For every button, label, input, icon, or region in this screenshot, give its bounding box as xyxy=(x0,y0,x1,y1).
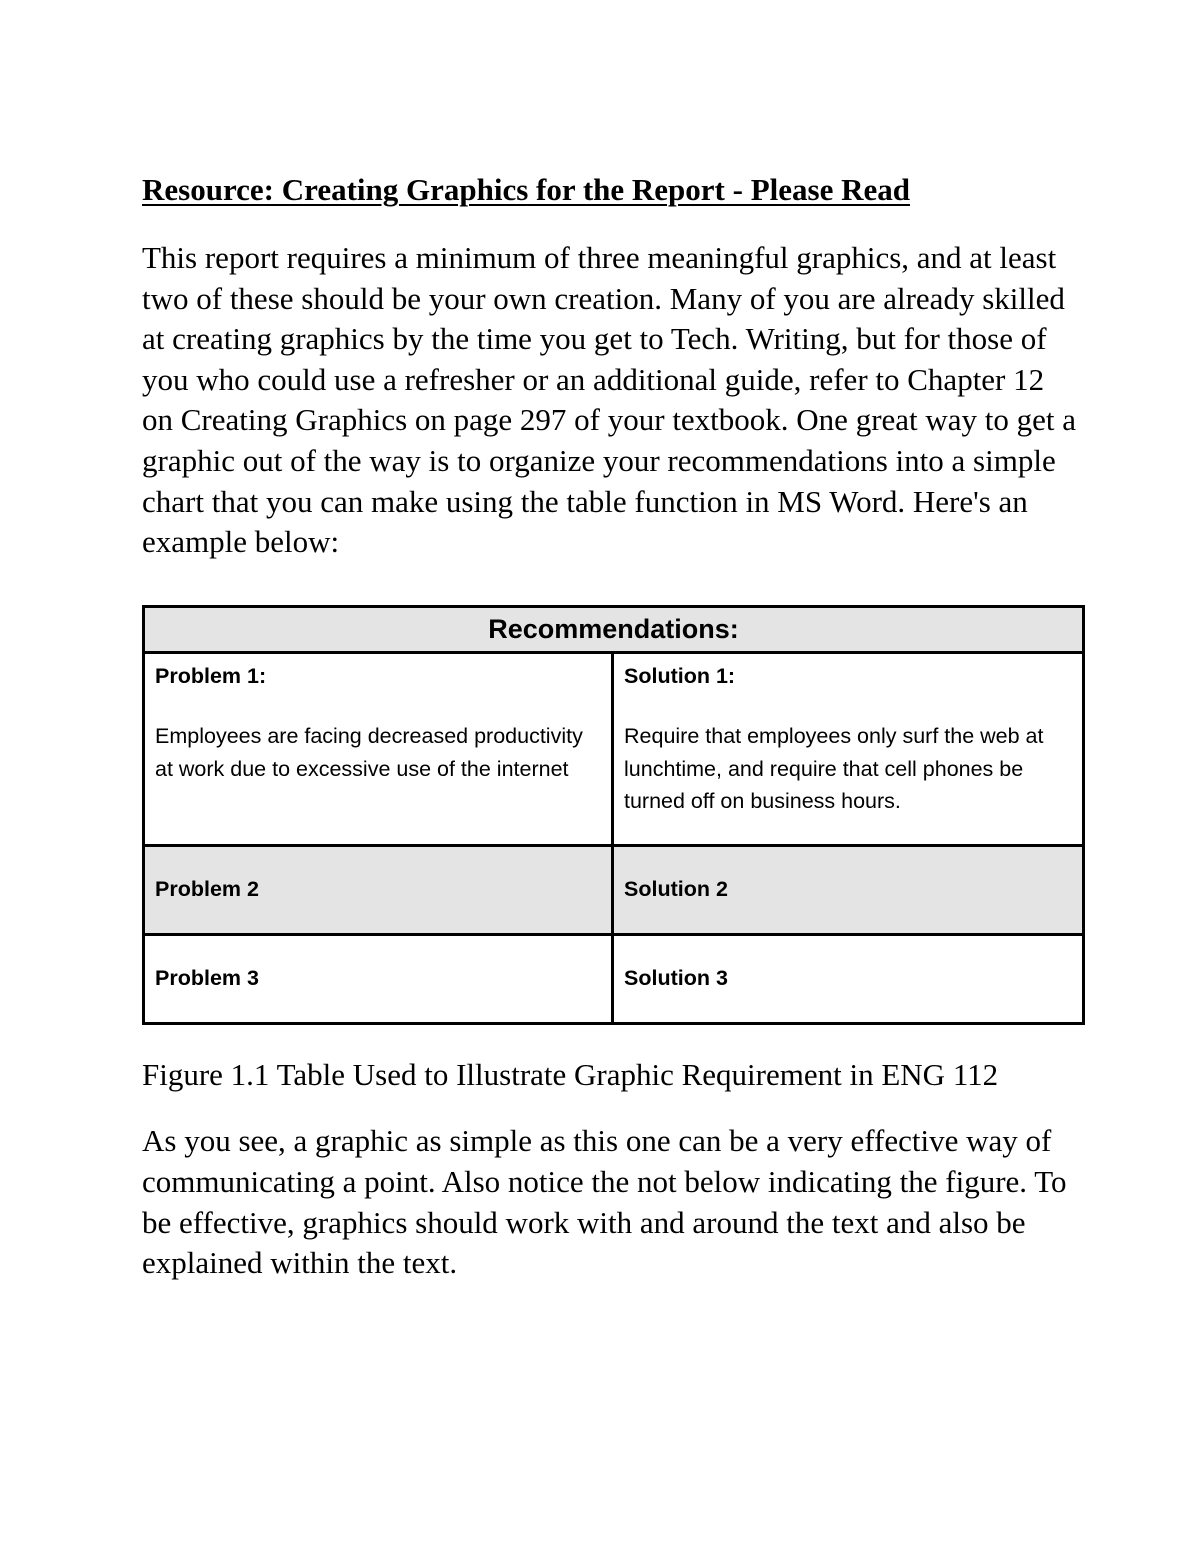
table-header-row xyxy=(144,606,1084,652)
problem-2-cell: Problem 2 xyxy=(144,845,613,934)
table-row xyxy=(144,652,1084,845)
table-row xyxy=(144,845,1084,934)
solution-1-label: Solution 1: xyxy=(624,663,736,688)
problem-1-cell xyxy=(144,652,613,845)
problem-3-cell: Problem 3 xyxy=(144,934,613,1023)
document-page xyxy=(142,168,1082,1284)
intro-paragraph: This report requires a minimum of three meaningful graphics, and at least two of these should be your own creation. Many of you are already skilled at creating graphics by the time you get to Tech. Writing, but for those of you who could use a refresher or an additional guide, refer to Chapter 12 on Creating Graphics on page 297 of your textbook. One great way to get a graphic out of the way is to organize your recommendations into a simple chart that you can make using the table function in MS Word. Here's an example below: xyxy=(142,240,1077,560)
recommendations-table xyxy=(142,605,1085,1025)
solution-2-cell: Solution 2 xyxy=(613,845,1084,934)
solution-1-text: Require that employees only surf the web at lunchtime, and require that cell phones be turned off on business hours. xyxy=(624,724,1044,814)
problem-1-text: Employees are facing decreased productivity at work due to excessive use of the internet xyxy=(155,724,583,781)
closing-paragraph: As you see, a graphic as simple as this one can be a very effective way of communicating a point. Also notice the not below indicating the figure. To be effective, graphics should work with and around the text and also be explained within the text. xyxy=(142,1123,1067,1281)
figure-caption: Figure 1.1 Table Used to Illustrate Graphic Requirement in ENG 112 xyxy=(142,1056,999,1092)
solution-3-cell: Solution 3 xyxy=(613,934,1084,1023)
table-header: Recommendations: xyxy=(144,606,1084,652)
document-title: Resource: Creating Graphics for the Report - Please Read xyxy=(142,172,910,207)
solution-1-cell xyxy=(613,652,1084,845)
problem-1-label: Problem 1: xyxy=(155,663,267,688)
table-row xyxy=(144,934,1084,1023)
